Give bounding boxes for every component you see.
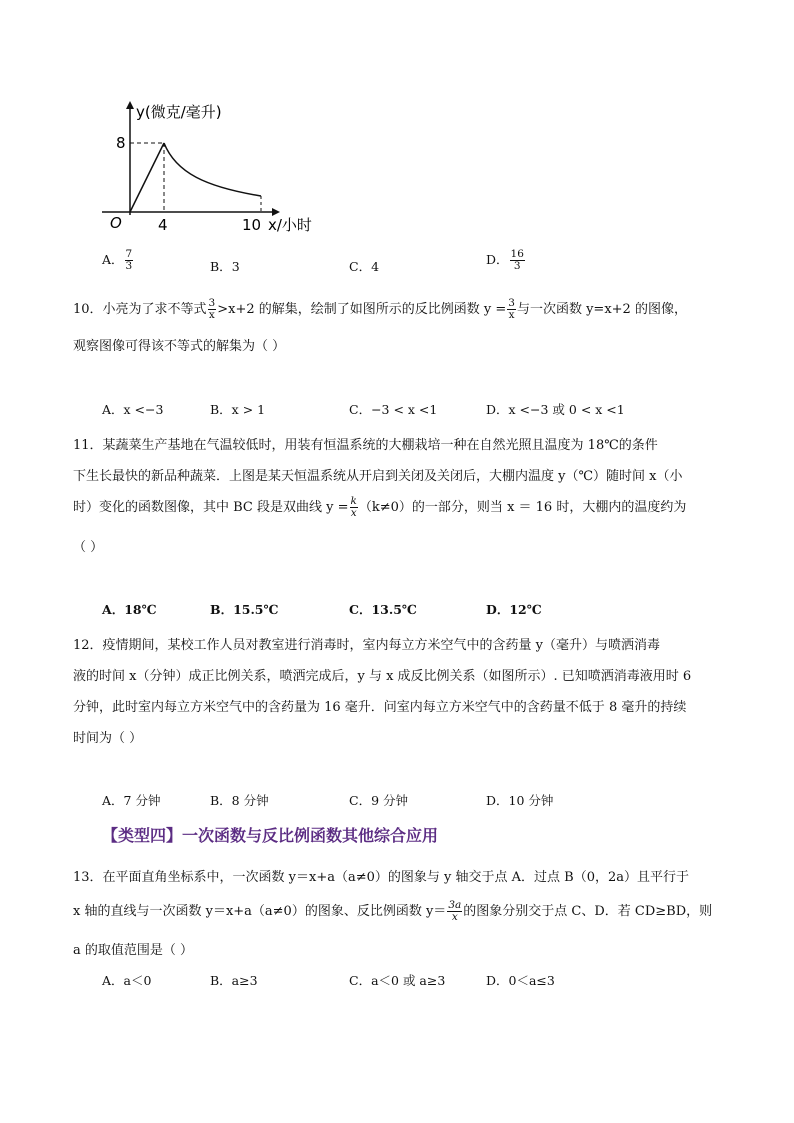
q10-text-3: 与一次函数 y=x+2 的图像，: [516, 302, 687, 317]
q13-fraction: [447, 900, 462, 923]
numerator: 7: [125, 248, 133, 260]
q12-option-a[interactable]: A．7 分钟: [102, 793, 161, 808]
option-letter: D．: [486, 252, 509, 267]
q12-line-3: 分钟，此时室内每立方米空气中的含药量为 16 毫升．问室内每立方米空气中的含药量不低于 8 毫升的持续: [73, 700, 687, 715]
numerator: 3: [508, 297, 515, 309]
fraction: [510, 249, 525, 272]
option-letter: A．: [102, 252, 124, 267]
q11-line-1: 11．某蔬菜生产基地在气温较低时，用装有恒温系统的大棚栽培一种在自然光照且温度为 18℃的条件: [73, 438, 658, 453]
q9-option-a[interactable]: [102, 249, 134, 272]
q13-line-3: a 的取值范围是（ ）: [73, 943, 194, 958]
q11-option-d[interactable]: D．12℃: [486, 602, 542, 617]
option-letter: B．: [210, 259, 232, 274]
q9-option-c[interactable]: [349, 257, 379, 275]
q12-option-b[interactable]: B．8 分钟: [210, 793, 269, 808]
numerator: 3a: [448, 899, 462, 911]
q12-line-2: 液的时间 x（分钟）成正比例关系，喷洒完成后，y 与 x 成反比例关系（如图所示）. 已知喷洒消毒液用时 6: [73, 669, 692, 684]
q13-text-2a: x 轴的直线与一次函数 y＝x+a（a≠0）的图象、反比例函数 y＝: [73, 904, 447, 919]
q12-option-d[interactable]: D．10 分钟: [486, 793, 554, 808]
q11-line-2: 下生长最快的新品种蔬菜．上图是某天恒温系统从开启到关闭及关闭后，大棚内温度 y（℃）随时间 x（小: [73, 469, 683, 484]
q11-option-b[interactable]: B．15.5℃: [210, 602, 279, 617]
x-tick-10: 10: [242, 216, 262, 234]
q10-fraction: [208, 298, 217, 321]
q10-line-2: 观察图像可得该不等式的解集为（ ）: [73, 339, 286, 354]
section-heading: 【类型四】一次函数与反比例函数其他综合应用: [102, 826, 439, 845]
q11-fraction: [350, 496, 358, 519]
q10-option-c[interactable]: C．−3 < x <1: [349, 402, 438, 417]
x-tick-4: 4: [158, 216, 168, 234]
denominator: x: [451, 911, 458, 923]
fraction: [125, 249, 134, 272]
q11-text-3b: （k≠0）的一部分，则当 x ＝ 16 时，大棚内的温度约为: [358, 500, 687, 515]
option-letter: C．: [349, 259, 372, 274]
q10-fraction-2: [507, 298, 516, 321]
decay-curve: [164, 143, 261, 196]
q13-option-c[interactable]: C．a＜0 或 a≥3: [349, 973, 446, 988]
q10-option-b[interactable]: B．x > 1: [210, 402, 266, 417]
q12-line-1: 12．疫情期间，某校工作人员对教室进行消毒时，室内每立方米空气中的含药量 y（毫升）与喷洒消毒: [73, 638, 661, 653]
y-axis-label: y(微克/毫升): [136, 103, 222, 121]
q11-option-c[interactable]: C．13.5℃: [349, 602, 417, 617]
q13-option-b[interactable]: B．a≥3: [210, 973, 258, 988]
q10-option-a[interactable]: A．x <−3: [102, 402, 164, 417]
q13-option-d[interactable]: D．0＜a≤3: [486, 973, 555, 988]
origin-label: O: [110, 214, 122, 232]
q10-option-d[interactable]: D．x <−3 或 0 < x <1: [486, 402, 625, 417]
decay-graph: [96, 95, 336, 237]
x-axis-label: x/小时: [268, 216, 312, 234]
y-axis-arrow: [126, 101, 134, 109]
x-axis-arrow: [272, 208, 280, 216]
option-text: 3: [231, 259, 240, 274]
denominator: x: [508, 309, 515, 321]
denominator: x: [208, 309, 215, 321]
denominator: x: [350, 507, 357, 519]
option-text: 4: [371, 259, 380, 274]
q11-line-3: [73, 496, 686, 519]
q11-option-a[interactable]: A．18℃: [102, 602, 157, 617]
y-tick-8: 8: [116, 134, 126, 152]
q13-text-2b: 的图象分别交于点 C、D．若 CD≥BD，则: [463, 904, 713, 919]
q11-text-3a: 时）变化的函数图像，其中 BC 段是双曲线 y =: [73, 500, 349, 515]
q13-line-2: [73, 900, 712, 923]
rising-segment: [130, 143, 164, 212]
denominator: 3: [125, 260, 133, 272]
numerator: 16: [510, 248, 524, 260]
q10-text-2: >x+2 的解集，绘制了如图所示的反比例函数 y =: [217, 302, 507, 317]
q11-line-4: （ ）: [73, 540, 104, 555]
q10-text-1: 10．小亮为了求不等式: [73, 302, 207, 317]
denominator: 3: [513, 260, 521, 272]
q13-option-a[interactable]: A．a＜0: [102, 973, 152, 988]
q9-option-b[interactable]: [210, 257, 240, 275]
q9-option-d[interactable]: [486, 249, 526, 272]
numerator: k: [350, 495, 357, 507]
q12-option-c[interactable]: C．9 分钟: [349, 793, 408, 808]
q13-line-1: 13．在平面直角坐标系中，一次函数 y＝x+a（a≠0）的图象与 y 轴交于点 A．过点 B（0，2a）且平行于: [73, 870, 690, 885]
q12-line-4: 时间为（ ）: [73, 731, 143, 746]
numerator: 3: [208, 297, 216, 309]
q10-line-1: [73, 298, 687, 321]
